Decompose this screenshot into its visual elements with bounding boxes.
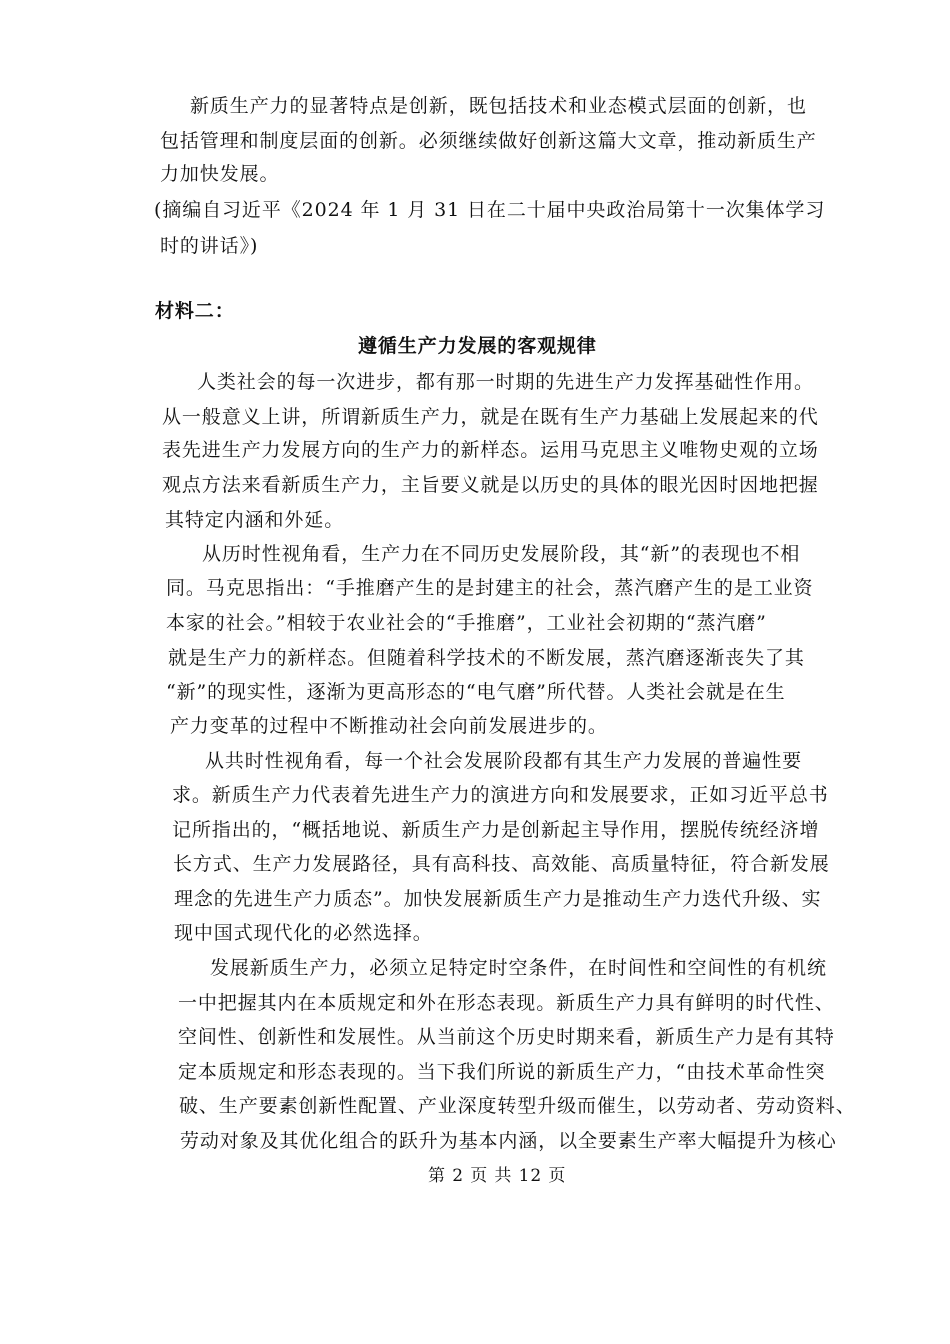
paragraph1-line-3: 力加快发展。 xyxy=(160,163,280,185)
paragraph1-line-2: 包括管理和制度层面的创新。必须继续做好创新这篇大文章，推动新质生产 xyxy=(160,130,817,152)
section-heading: 材料二： xyxy=(155,300,235,322)
body-line-2: 从一般意义上讲，所谓新质生产力，就是在既有生产力基础上发展起来的代 xyxy=(162,406,819,428)
body-line-20: 空间性、创新性和发展性。从当前这个历史时期来看，新质生产力是有其特 xyxy=(178,1026,835,1048)
article-title: 遵循生产力发展的客观规律 xyxy=(358,335,597,357)
paragraph1-line-1: 新质生产力的显著特点是创新，既包括技术和业态模式层面的创新，也 xyxy=(190,95,807,117)
citation-line-2: 时的讲话》) xyxy=(160,235,259,257)
body-line-22: 破、生产要素创新性配置、产业深度转型升级而催生，以劳动者、劳动资料、 xyxy=(179,1095,856,1117)
body-line-18: 发展新质生产力，必须立足特定时空条件，在时间性和空间性的有机统 xyxy=(210,957,827,979)
page-footer: 第 2 页 共 12 页 xyxy=(428,1166,567,1186)
body-line-19: 一中把握其内在本质规定和外在形态表现。新质生产力具有鲜明的时代性、 xyxy=(178,992,835,1014)
body-line-8: 本家的社会。”相较于农业社会的“手推磨”，工业社会初期的“蒸汽磨” xyxy=(166,612,767,634)
body-line-6: 从历时性视角看，生产力在不同历史发展阶段，其“新”的表现也不相 xyxy=(202,543,801,565)
body-line-13: 求。新质生产力代表着先进生产力的演进方向和发展要求，正如习近平总书 xyxy=(172,784,829,806)
body-line-17: 现中国式现代化的必然选择。 xyxy=(174,922,433,944)
body-line-3: 表先进生产力发展方向的生产力的新样态。运用马克思主义唯物史观的立场 xyxy=(162,439,819,461)
body-line-10: “新”的现实性，逐渐为更高形态的“电气磨”所代替。人类社会就是在生 xyxy=(166,681,786,703)
body-line-12: 从共时性视角看，每一个社会发展阶段都有其生产力发展的普遍性要 xyxy=(205,750,803,772)
body-line-9: 就是生产力的新样态。但随着科学技术的不断发展，蒸汽磨逐渐丧失了其 xyxy=(168,647,805,669)
body-line-14: 记所指出的，“概括地说、新质生产力是创新起主导作用，摆脱传统经济增 xyxy=(172,819,820,841)
body-line-1: 人类社会的每一次进步，都有那一时期的先进生产力发挥基础性作用。 xyxy=(197,371,814,393)
body-line-21: 定本质规定和形态表现的。当下我们所说的新质生产力，“由技术革命性突 xyxy=(178,1061,826,1083)
body-line-4: 观点方法来看新质生产力，主旨要义就是以历史的具体的眼光因时因地把握 xyxy=(162,474,819,496)
body-line-15: 长方式、生产力发展路径，具有高科技、高效能、高质量特征，符合新发展 xyxy=(173,853,830,875)
citation-line-1: (摘编自习近平《2024 年 1 月 31 日在二十届中央政治局第十一次集体学习 xyxy=(154,199,826,221)
body-line-11: 产力变革的过程中不断推动社会向前发展进步的。 xyxy=(170,715,608,737)
body-line-7: 同。马克思指出：“手推磨产生的是封建主的社会，蒸汽磨产生的是工业资 xyxy=(166,577,814,599)
body-line-23: 劳动对象及其优化组合的跃升为基本内涵，以全要素生产率大幅提升为核心 xyxy=(180,1130,837,1152)
body-line-16: 理念的先进生产力质态”。加快发展新质生产力是推动生产力迭代升级、实 xyxy=(174,888,822,910)
body-line-5: 其特定内涵和外延。 xyxy=(165,509,345,531)
